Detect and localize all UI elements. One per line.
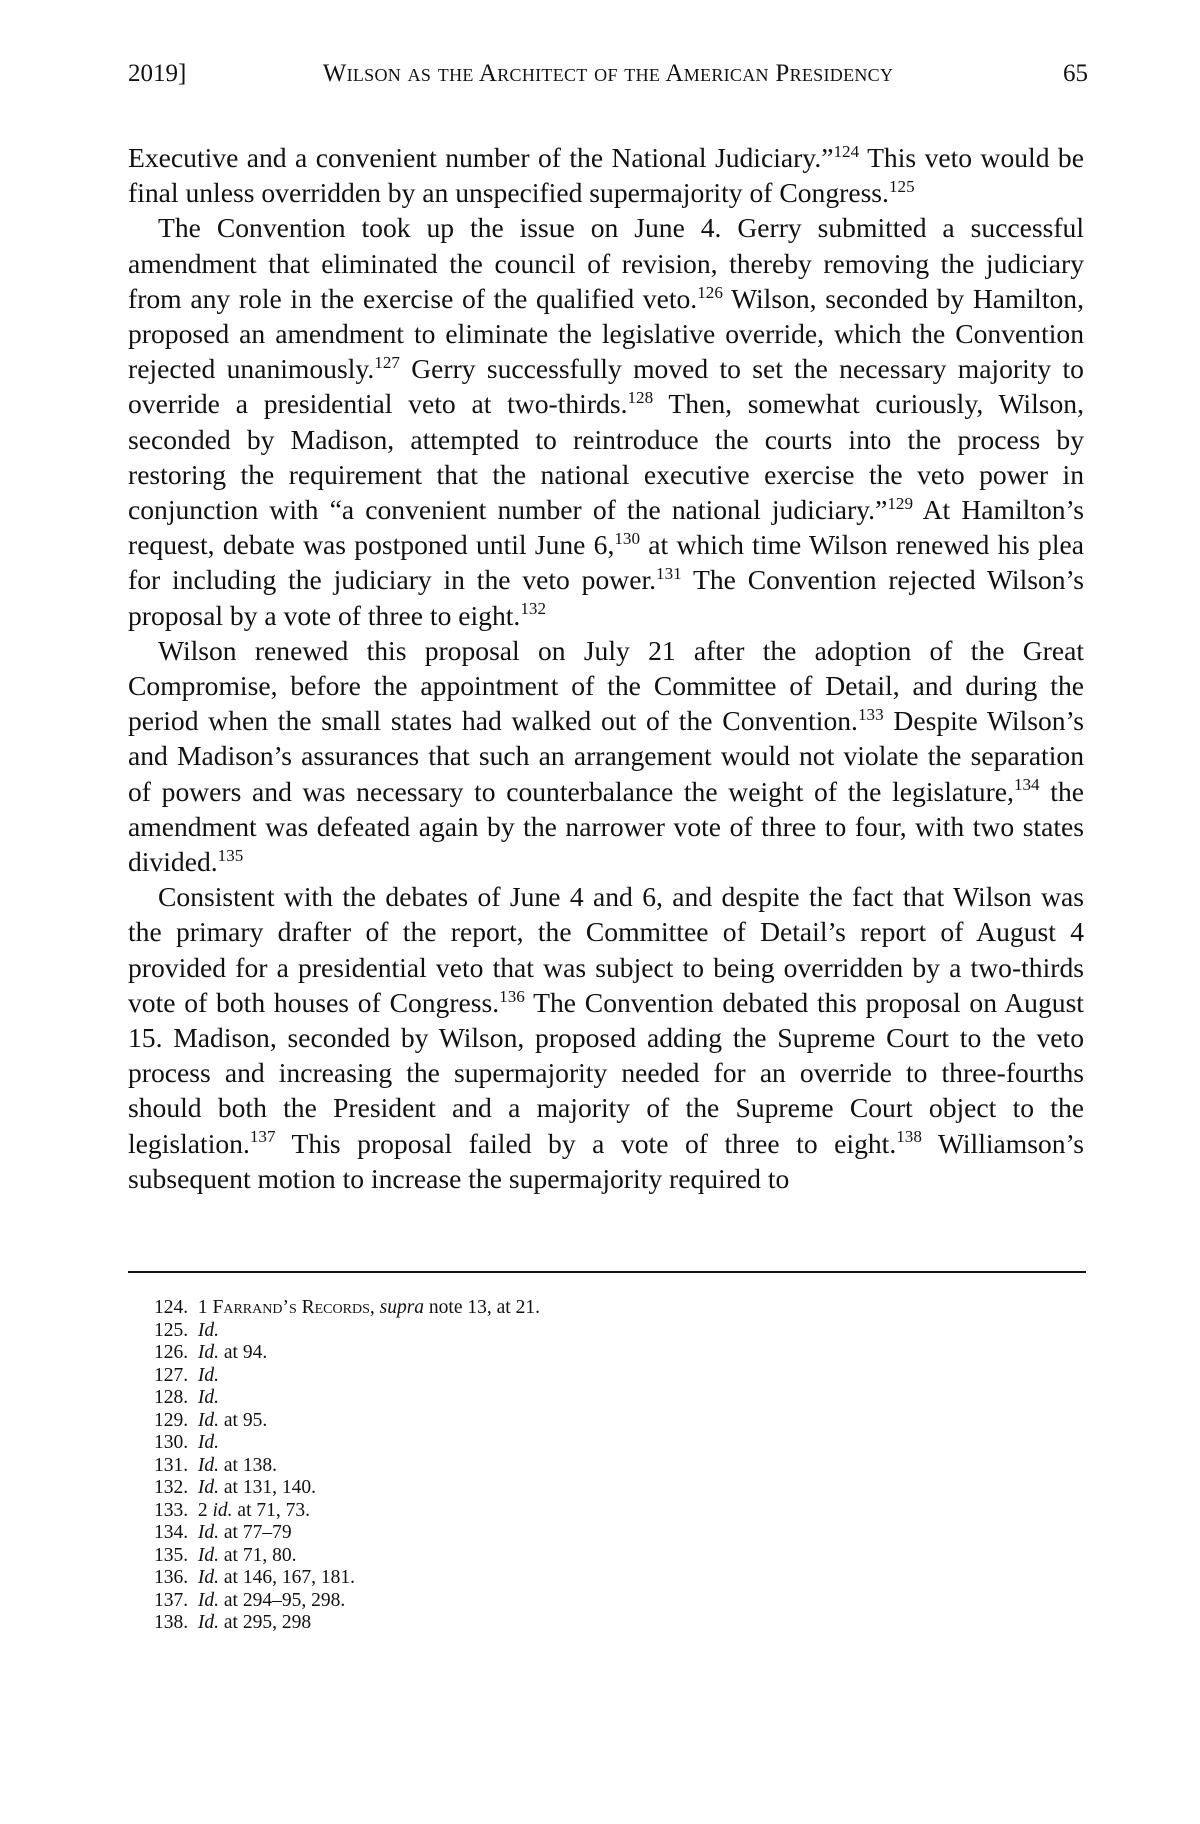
footnote-ref: 125 [888,176,915,196]
footnote-rule [128,1271,1086,1273]
text-run: 2 [197,1499,213,1521]
footnote [154,1342,1054,1365]
text-run: , [369,1297,380,1318]
text-run: at 94. [219,1342,268,1363]
body-text [128,140,1084,1196]
paragraph [128,140,1084,210]
footnote-number: 128. [154,1387,189,1408]
footnote [154,1522,1054,1545]
text-run: The Convention debated this proposal on August 15. Madison, seconded by Wilson, proposed adding the Supreme Court to the veto process and increasing the supermajority needed for an override to three-fourths should both the President and a majority of the Supreme Court object to the legislation. [128,986,1084,1159]
footnote-number: 134. [154,1522,189,1543]
footnote-ref: 131 [656,564,682,584]
footnote-number: 127. [154,1364,189,1386]
text-run: This veto would be final unless overridden by an unspecified supermajority of Congress. [128,142,1084,209]
footnote-ref: 135 [217,845,244,865]
footnote-number: 138. [154,1612,189,1633]
text-run: Wilson renewed this proposal on July 21 after the adoption of the Great Compromise, before the appointment of the Committee of Detail, and during the period when the small states had walked out of the Convention. [128,634,1084,737]
text-run: note 13, at 21. [424,1297,540,1318]
footnote-number: 131. [154,1454,189,1476]
footnote [154,1567,1054,1590]
italic-text: id. [212,1499,233,1521]
small-caps-text: Farrand’s Records [212,1297,370,1318]
footnote-ref: 132 [520,599,547,619]
text-run: at 295, 298 [219,1612,312,1633]
footnote [154,1432,1054,1455]
italic-text: Id. [197,1477,219,1498]
running-head-year: 2019] [128,60,187,87]
text-run: The Convention took up the issue on June 4. Gerry submitted a successful amendment that eliminated the council of revision, thereby removing the judiciary from any role in the exercise of the qualified veto. [128,212,1084,314]
italic-text: Id. [197,1567,219,1588]
footnote [154,1387,1054,1410]
footnote-ref: 129 [887,493,913,513]
running-head-title: Wilson as the Architect of the American Presidency [322,60,894,87]
text-run: Consistent with the debates of June 4 and 6, and despite the fact that Wilson was the primary drafter of the report, the Committee of Detail’s report of August 4 provided for a presidential veto that was subject to being overridden by a two-thirds vote of both houses of Congress. [128,881,1084,1018]
paragraph [128,879,1084,1196]
text-run: at 95. [219,1409,268,1431]
text-run: the amendment was defeated again by the narrower vote of three to four, with two states divided. [128,775,1084,878]
footnote-number: 126. [154,1342,189,1363]
text-run: at 138. [219,1454,277,1476]
footnote [154,1590,1054,1613]
footnote-ref: 133 [857,704,884,724]
italic-text: Id. [197,1612,219,1633]
italic-text: Id. [197,1454,219,1476]
text-run: Gerry successfully moved to set the necessary majority to override a presidential veto at two-thirds. [128,353,1084,420]
footnote [154,1477,1054,1500]
footnote [154,1297,1054,1320]
footnote-ref: 134 [1013,775,1040,795]
text-run: This proposal failed by a vote of three to eight. [275,1127,897,1159]
italic-text: Id. [197,1589,219,1611]
footnote-number: 133. [154,1499,189,1521]
footnote [154,1455,1054,1478]
footnote-number: 137. [154,1589,189,1611]
running-head [128,56,1088,92]
italic-text: supra [379,1297,425,1318]
footnote [154,1365,1054,1388]
text-run: at which time Wilson renewed his plea for including the judiciary in the veto power. [128,529,1084,596]
italic-text: Id. [197,1387,219,1408]
footnote-number: 130. [154,1432,189,1453]
text-run: 1 [197,1297,213,1318]
footnote-ref: 137 [249,1127,276,1147]
page-number: 65 [1063,60,1088,87]
footnote-number: 135. [154,1544,189,1566]
footnote-ref: 126 [697,282,723,302]
text-run: Executive and a convenient number of the National Judiciary.” [128,142,834,173]
italic-text: Id. [197,1522,219,1543]
italic-text: Id. [197,1364,219,1386]
text-run: at 131, 140. [219,1477,316,1498]
footnote [154,1612,1054,1635]
italic-text: Id. [197,1319,219,1341]
italic-text: Id. [197,1432,219,1453]
footnote-number: 132. [154,1477,189,1498]
text-run: at 294–95, 298. [219,1589,346,1611]
footnote [154,1500,1054,1523]
text-run: at 77–79 [219,1522,292,1543]
footnotes [154,1297,1054,1635]
paragraph [128,633,1084,879]
footnote-ref: 138 [896,1127,922,1147]
footnote-ref: 127 [374,352,400,372]
text-run: Despite Wilson’s and Madison’s assurances that such an arrangement would not violate the separation of powers and was necessary to counterbalance the weight of the legislature, [128,705,1084,807]
paragraph [128,210,1084,632]
footnote-ref: 128 [627,388,654,408]
italic-text: Id. [197,1544,219,1566]
italic-text: Id. [197,1342,219,1363]
text-run: Williamson’s subsequent motion to increase the supermajority required to [128,1127,1085,1194]
text-run: Then, somewhat curiously, Wilson, seconded by Madison, attempted to reintroduce the courts into the process by restoring the requirement that the national executive exercise the veto power in conjunction with “a convenient number of the national judiciary.” [128,388,1084,526]
footnote-number: 125. [154,1319,189,1341]
footnote-number: 124. [154,1297,189,1318]
text-run: Wilson, seconded by Hamilton, proposed an amendment to eliminate the legislative override, which the Convention rejected unanimously. [128,282,1084,385]
footnote [154,1320,1054,1343]
text-run: at 71, 73. [232,1499,310,1521]
footnote [154,1410,1054,1433]
footnote-ref: 130 [614,528,641,548]
footnote-number: 136. [154,1567,189,1588]
footnote-ref: 136 [499,986,525,1006]
italic-text: Id. [197,1409,219,1431]
text-run: The Convention rejected Wilson’s proposal by a vote of three to eight. [128,564,1084,631]
text-run: at 71, 80. [219,1544,297,1566]
footnote-ref: 124 [833,141,860,161]
footnote [154,1545,1054,1568]
footnote-number: 129. [154,1409,189,1431]
text-run: At Hamilton’s request, debate was postponed until June 6, [128,494,1084,561]
text-run: at 146, 167, 181. [219,1567,355,1588]
